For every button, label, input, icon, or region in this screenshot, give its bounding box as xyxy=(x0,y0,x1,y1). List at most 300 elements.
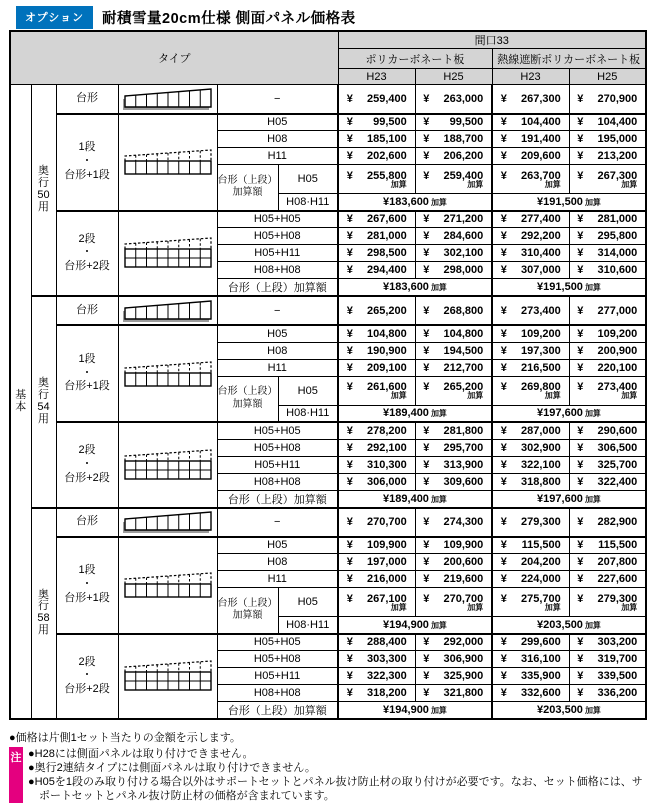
price-value: ¥189,400 xyxy=(383,407,429,420)
price-number: 322,300 xyxy=(366,670,407,682)
price-number: 269,800 xyxy=(520,381,561,393)
price-number: 261,600 xyxy=(366,381,407,393)
panel-group-header: ポリカーボネート板 xyxy=(338,49,492,69)
currency-symbol: ¥ xyxy=(346,116,353,129)
price-value xyxy=(347,213,407,225)
price-cell xyxy=(492,651,569,668)
price-number: 255,800 xyxy=(366,169,407,182)
spec-cell: H11 xyxy=(217,359,338,376)
price-cell xyxy=(415,228,492,245)
depth-label-char: 行 xyxy=(38,177,49,190)
price-cell xyxy=(569,588,646,617)
price-cell xyxy=(338,685,415,702)
price-value xyxy=(423,459,483,471)
spec-cell: − xyxy=(217,508,338,537)
price-value xyxy=(501,247,561,259)
type-label xyxy=(57,141,118,182)
price-value: ¥183,600 xyxy=(383,281,429,293)
depth-cell xyxy=(31,296,56,508)
price-cell xyxy=(492,114,569,131)
panel-group-header: 熱線遮断ポリカーボネート板 xyxy=(492,49,646,69)
price-value xyxy=(501,442,561,454)
price-cell xyxy=(492,148,569,165)
currency-symbol: ¥ xyxy=(577,169,584,182)
spec-cell: H08+H08 xyxy=(217,473,338,490)
currency-symbol: ¥ xyxy=(346,475,353,488)
spec-cell: H05+H11 xyxy=(217,668,338,685)
price-cell xyxy=(492,554,569,571)
size-header: H23 xyxy=(338,69,415,85)
price-cell-merged xyxy=(338,194,492,211)
price-cell xyxy=(492,376,569,405)
span-header: 間口33 xyxy=(338,31,646,49)
spec-cell: − xyxy=(217,85,338,114)
price-value xyxy=(501,362,561,374)
kasan-label-cell xyxy=(217,165,278,211)
price-number: 267,100 xyxy=(366,592,407,605)
price-cell xyxy=(569,537,646,554)
price-value xyxy=(347,459,407,471)
price-cell xyxy=(492,359,569,376)
price-number: 267,300 xyxy=(597,169,638,182)
kasan-label-line: 加算額 xyxy=(232,398,263,410)
price-value xyxy=(577,133,637,145)
price-value xyxy=(423,687,483,699)
price-number: 298,500 xyxy=(366,247,407,259)
price-value xyxy=(501,93,561,105)
currency-symbol: ¥ xyxy=(577,475,584,488)
price-number: 209,100 xyxy=(366,361,407,374)
price-number: 307,000 xyxy=(520,264,561,276)
price-number: 325,700 xyxy=(597,458,638,471)
price-number: 302,100 xyxy=(443,247,484,259)
price-value xyxy=(501,133,561,145)
base-label xyxy=(11,390,31,414)
price-value xyxy=(347,133,407,145)
price-value xyxy=(577,687,637,699)
price-value xyxy=(577,247,637,259)
spec-cell: H08·H11 xyxy=(278,405,338,422)
price-value xyxy=(577,556,637,568)
currency-symbol: ¥ xyxy=(577,361,584,374)
price-number: 227,600 xyxy=(597,573,638,585)
price-cell xyxy=(338,537,415,554)
price-number: 292,200 xyxy=(520,230,561,242)
price-value xyxy=(577,653,637,665)
type-cell xyxy=(56,114,118,211)
currency-symbol: ¥ xyxy=(346,592,353,605)
price-number: 298,000 xyxy=(443,264,484,276)
price-number: 206,200 xyxy=(443,150,484,162)
note-item: ●H28には側面パネルは取り付けできません。 xyxy=(28,748,254,760)
spec-cell: H08·H11 xyxy=(278,617,338,634)
type-label-line: ・ xyxy=(81,457,93,470)
price-number: 188,700 xyxy=(443,133,484,145)
currency-symbol: ¥ xyxy=(500,116,507,129)
currency-symbol: ¥ xyxy=(346,556,353,568)
spec-cell: H05+H05 xyxy=(217,634,338,651)
currency-symbol: ¥ xyxy=(577,213,584,226)
price-value: ¥191,500 xyxy=(537,281,583,293)
price-number: 270,700 xyxy=(443,592,484,605)
price-cell xyxy=(415,148,492,165)
price-value xyxy=(501,636,561,648)
currency-symbol: ¥ xyxy=(500,539,507,552)
price-cell xyxy=(415,588,492,617)
price-cell xyxy=(569,359,646,376)
price-value xyxy=(501,116,561,128)
price-value xyxy=(347,636,407,648)
price-value xyxy=(501,213,561,225)
type-label-line: 2段 xyxy=(78,232,96,245)
price-value xyxy=(501,345,561,357)
price-number: 259,400 xyxy=(443,169,484,182)
price-cell xyxy=(338,85,415,114)
price-value xyxy=(347,247,407,259)
spec-cell: 台形（上段）加算額 xyxy=(217,279,338,297)
currency-symbol: ¥ xyxy=(577,381,584,393)
price-value: ¥197,600 xyxy=(537,492,583,505)
price-cell xyxy=(492,685,569,702)
price-cell xyxy=(415,456,492,473)
currency-symbol: ¥ xyxy=(577,687,584,699)
note-block xyxy=(9,747,643,803)
currency-symbol: ¥ xyxy=(423,458,430,471)
currency-symbol: ¥ xyxy=(500,441,507,454)
kasan-suffix: 加算 xyxy=(544,602,561,612)
currency-symbol: ¥ xyxy=(346,327,353,340)
depth-label xyxy=(32,166,56,214)
price-cell xyxy=(415,554,492,571)
currency-symbol: ¥ xyxy=(346,653,353,665)
price-cell xyxy=(415,651,492,668)
type-label xyxy=(57,353,118,394)
price-number: 279,300 xyxy=(597,592,638,605)
price-cell xyxy=(338,342,415,359)
two-dan-icon xyxy=(118,634,217,720)
price-number: 281,000 xyxy=(597,213,638,226)
price-number: 294,400 xyxy=(366,264,407,276)
base-label-char: 基 xyxy=(15,388,27,401)
price-value: ¥203,500 xyxy=(537,704,583,716)
currency-symbol: ¥ xyxy=(423,687,430,699)
price-value xyxy=(577,539,637,551)
price-number: 263,700 xyxy=(520,169,561,182)
price-cell xyxy=(415,473,492,490)
price-cell xyxy=(492,456,569,473)
taikei-icon xyxy=(118,508,217,537)
currency-symbol: ¥ xyxy=(423,116,430,129)
header-row xyxy=(10,31,646,49)
price-cell xyxy=(338,554,415,571)
currency-symbol: ¥ xyxy=(577,556,584,568)
price-number: 292,100 xyxy=(366,441,407,454)
two-dan-icon xyxy=(118,422,217,508)
currency-symbol: ¥ xyxy=(346,573,353,585)
type-label-line: 1段 xyxy=(78,564,96,577)
price-value: ¥194,900 xyxy=(383,618,429,631)
currency-symbol: ¥ xyxy=(423,361,430,374)
currency-symbol: ¥ xyxy=(577,304,584,317)
one-dan-icon xyxy=(118,114,217,211)
price-value xyxy=(577,230,637,242)
price-cell xyxy=(415,165,492,194)
price-cell-merged xyxy=(492,405,646,422)
price-cell-merged xyxy=(338,702,492,720)
type-label-line: 台形+1段 xyxy=(64,168,110,181)
price-value xyxy=(423,116,483,128)
price-value xyxy=(423,362,483,374)
price-value xyxy=(577,116,637,128)
price-cell xyxy=(415,262,492,279)
price-cell xyxy=(569,456,646,473)
price-value xyxy=(423,516,483,528)
price-number: 306,000 xyxy=(366,475,407,488)
price-cell xyxy=(492,262,569,279)
spec-cell: H08 xyxy=(217,131,338,148)
price-number: 306,900 xyxy=(443,653,484,665)
currency-symbol: ¥ xyxy=(423,92,430,105)
kasan-label-line: 加算額 xyxy=(232,187,263,199)
price-number: 318,200 xyxy=(366,687,407,699)
spec-cell: H05+H08 xyxy=(217,439,338,456)
kasan-suffix: 加算 xyxy=(584,409,601,419)
currency-symbol: ¥ xyxy=(423,653,430,665)
type-cell xyxy=(56,508,118,537)
type-cell xyxy=(56,537,118,634)
spec-cell: H05 xyxy=(217,325,338,342)
currency-symbol: ¥ xyxy=(423,636,430,649)
currency-symbol: ¥ xyxy=(500,150,507,162)
price-cell-merged xyxy=(338,617,492,634)
note-item: ●奥行2連結タイプには側面パネルは取り付けできません。 xyxy=(28,762,316,775)
price-number: 275,700 xyxy=(520,592,561,605)
spec-cell: H05+H05 xyxy=(217,211,338,228)
price-value xyxy=(347,425,407,437)
price-number: 281,800 xyxy=(443,424,484,437)
currency-symbol: ¥ xyxy=(500,169,507,182)
price-value xyxy=(501,150,561,162)
currency-symbol: ¥ xyxy=(346,458,353,471)
price-value xyxy=(347,116,407,128)
currency-symbol: ¥ xyxy=(423,573,430,585)
price-cell xyxy=(338,114,415,131)
currency-symbol: ¥ xyxy=(423,670,430,682)
price-value: ¥203,500 xyxy=(537,618,583,631)
page-header xyxy=(16,6,356,29)
price-cell xyxy=(492,634,569,651)
currency-symbol: ¥ xyxy=(346,264,353,276)
price-value xyxy=(501,459,561,471)
spec-cell: H05+H08 xyxy=(217,651,338,668)
price-cell xyxy=(338,571,415,588)
currency-symbol: ¥ xyxy=(346,169,353,182)
currency-symbol: ¥ xyxy=(423,150,430,162)
depth-label-char: 54 xyxy=(37,400,50,413)
depth-label xyxy=(32,590,56,638)
currency-symbol: ¥ xyxy=(346,636,353,649)
price-number: 319,700 xyxy=(597,653,638,665)
price-number: 270,900 xyxy=(597,92,638,105)
currency-symbol: ¥ xyxy=(577,344,584,357)
price-number: 278,200 xyxy=(366,424,407,437)
price-value xyxy=(423,425,483,437)
price-cell xyxy=(569,262,646,279)
table-body xyxy=(10,85,646,720)
kasan-suffix: 加算 xyxy=(430,409,447,419)
price-cell xyxy=(569,508,646,537)
kasan-suffix: 加算 xyxy=(390,179,407,189)
currency-symbol: ¥ xyxy=(346,381,353,393)
currency-symbol: ¥ xyxy=(423,327,430,340)
currency-symbol: ¥ xyxy=(346,304,353,317)
table-row xyxy=(10,85,646,114)
price-cell xyxy=(415,668,492,685)
spec-cell: H05 xyxy=(278,588,338,617)
price-table-wrap xyxy=(9,30,647,720)
price-number: 104,800 xyxy=(443,327,484,340)
price-number: 295,800 xyxy=(597,230,638,242)
currency-symbol: ¥ xyxy=(577,670,584,682)
price-number: 309,600 xyxy=(443,475,484,488)
currency-symbol: ¥ xyxy=(346,539,353,552)
price-value xyxy=(501,476,561,488)
price-value xyxy=(347,264,407,276)
currency-symbol: ¥ xyxy=(346,441,353,454)
price-cell xyxy=(492,131,569,148)
currency-symbol: ¥ xyxy=(500,327,507,340)
price-cell xyxy=(492,342,569,359)
currency-symbol: ¥ xyxy=(346,213,353,226)
spec-cell: H05+H08 xyxy=(217,228,338,245)
price-value xyxy=(577,328,637,340)
price-cell xyxy=(415,114,492,131)
currency-symbol: ¥ xyxy=(500,424,507,437)
price-value: ¥197,600 xyxy=(537,407,583,420)
price-number: 200,600 xyxy=(443,556,484,568)
price-value xyxy=(501,305,561,317)
price-cell xyxy=(492,325,569,342)
type-cell xyxy=(56,85,118,114)
price-value xyxy=(577,213,637,225)
price-number: 109,900 xyxy=(366,539,407,552)
price-cell xyxy=(338,588,415,617)
currency-symbol: ¥ xyxy=(500,381,507,393)
price-value xyxy=(501,670,561,682)
price-value: ¥191,500 xyxy=(537,195,583,208)
price-number: 271,200 xyxy=(443,213,484,226)
price-cell xyxy=(569,651,646,668)
currency-symbol: ¥ xyxy=(423,133,430,145)
type-label-line: ・ xyxy=(81,246,93,259)
price-cell xyxy=(492,439,569,456)
table-row xyxy=(10,296,646,325)
price-number: 318,800 xyxy=(520,475,561,488)
price-cell xyxy=(492,228,569,245)
price-number: 104,800 xyxy=(366,327,407,340)
spec-cell: H05 xyxy=(278,165,338,194)
price-number: 274,300 xyxy=(443,516,484,528)
price-cell xyxy=(569,114,646,131)
price-value xyxy=(423,133,483,145)
price-cell xyxy=(492,668,569,685)
price-value xyxy=(423,93,483,105)
page-title: 耐積雪量20cm仕様 側面パネル価格表 xyxy=(102,11,356,27)
option-badge: オプション xyxy=(16,6,93,29)
price-value xyxy=(577,362,637,374)
price-value xyxy=(577,425,637,437)
price-number: 104,400 xyxy=(520,116,561,129)
currency-symbol: ¥ xyxy=(577,573,584,585)
price-number: 287,000 xyxy=(520,424,561,437)
price-number: 194,500 xyxy=(443,344,484,357)
kasan-suffix: 加算 xyxy=(621,602,638,612)
taikei-icon xyxy=(118,296,217,325)
kasan-suffix: 加算 xyxy=(584,494,601,504)
price-number: 325,900 xyxy=(443,670,484,682)
currency-symbol: ¥ xyxy=(500,556,507,568)
price-cell xyxy=(415,685,492,702)
spec-cell: H11 xyxy=(217,571,338,588)
kasan-label-line: 台形（上段） xyxy=(217,386,278,398)
price-cell xyxy=(338,262,415,279)
price-value xyxy=(347,476,407,488)
kasan-suffix: 加算 xyxy=(467,602,484,612)
currency-symbol: ¥ xyxy=(423,264,430,276)
price-value xyxy=(347,556,407,568)
currency-symbol: ¥ xyxy=(346,516,353,528)
price-value xyxy=(423,476,483,488)
price-value: ¥189,400 xyxy=(383,492,429,505)
price-number: 109,900 xyxy=(443,539,484,552)
currency-symbol: ¥ xyxy=(423,169,430,182)
currency-symbol: ¥ xyxy=(346,150,353,162)
price-number: 190,900 xyxy=(366,344,407,357)
kasan-suffix: 加算 xyxy=(390,602,407,612)
price-cell xyxy=(492,245,569,262)
price-value xyxy=(577,476,637,488)
price-value xyxy=(423,264,483,276)
currency-symbol: ¥ xyxy=(500,670,507,682)
one-dan-icon xyxy=(118,537,217,634)
price-number: 295,700 xyxy=(443,441,484,454)
price-value xyxy=(347,93,407,105)
spec-cell: H05 xyxy=(278,376,338,405)
price-number: 332,600 xyxy=(520,687,561,699)
spec-cell: 台形（上段）加算額 xyxy=(217,702,338,720)
price-value xyxy=(577,516,637,528)
depth-cell xyxy=(31,85,56,297)
price-value xyxy=(501,573,561,585)
price-number: 273,400 xyxy=(597,381,638,393)
currency-symbol: ¥ xyxy=(423,230,430,242)
kasan-suffix: 加算 xyxy=(584,283,601,292)
currency-symbol: ¥ xyxy=(577,636,584,649)
price-number: 335,900 xyxy=(520,670,561,682)
price-value xyxy=(577,670,637,682)
type-label-line: 1段 xyxy=(78,141,96,154)
price-cell xyxy=(492,296,569,325)
kasan-suffix: 加算 xyxy=(544,391,561,400)
price-value xyxy=(423,345,483,357)
price-cell xyxy=(569,473,646,490)
price-value xyxy=(501,230,561,242)
price-value xyxy=(423,442,483,454)
type-label xyxy=(57,656,118,697)
one-dan-icon xyxy=(118,325,217,422)
type-label-line: ・ xyxy=(81,366,93,379)
depth-label-char: 奥 xyxy=(38,377,49,389)
